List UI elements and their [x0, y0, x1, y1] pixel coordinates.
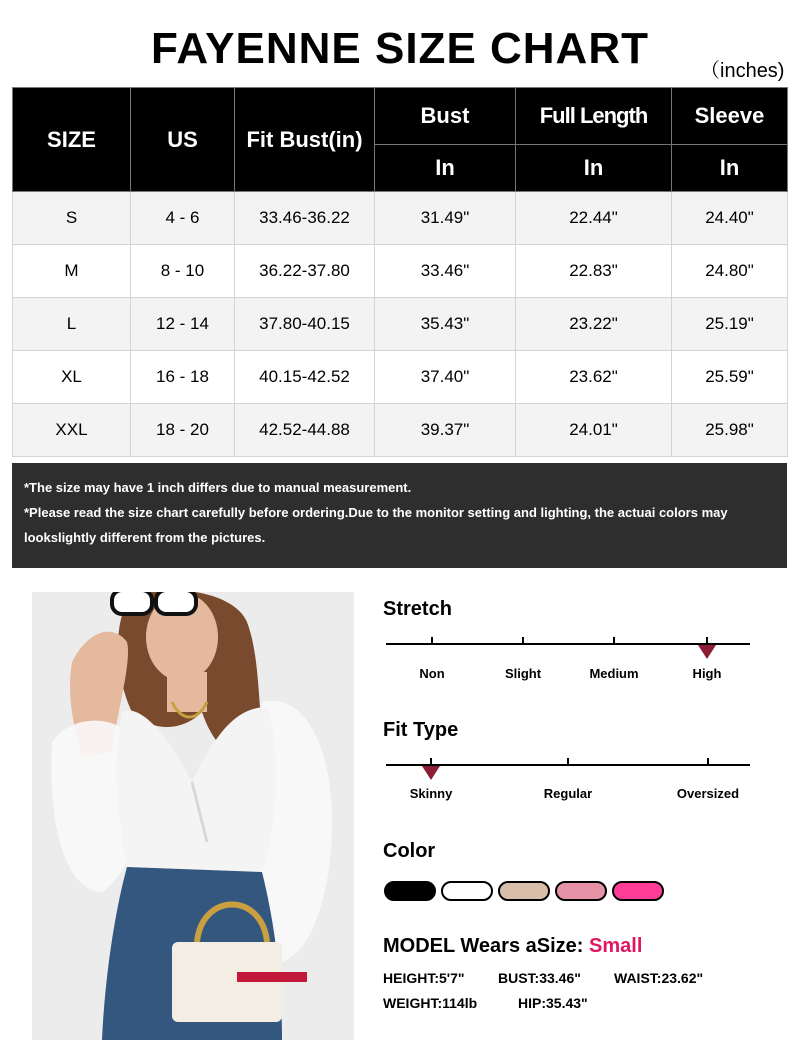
fit-type-selected-marker [422, 766, 440, 780]
note-color: *Please read the size chart carefully before ordering.Due to the monitor setting and lighting, the actuai colors may lookslightly different from the pictures. [24, 505, 728, 545]
cell-size: XXL [13, 404, 131, 457]
cell-fit-bust: 36.22-37.80 [235, 245, 375, 298]
note-measurement: *The size may have 1 inch differs due to manual measurement. [24, 480, 412, 495]
cell-bust: 31.49" [375, 192, 516, 245]
cell-bust: 39.37" [375, 404, 516, 457]
cell-sleeve: 24.80" [672, 245, 788, 298]
fit-type-option-skinny: Skinny [409, 786, 453, 801]
table-row [13, 245, 788, 298]
cell-full-length: 22.83" [516, 245, 672, 298]
color-swatch[interactable] [441, 881, 493, 901]
stretch-option-high: High [692, 666, 722, 681]
cell-sleeve: 25.98" [672, 404, 788, 457]
cell-sleeve: 25.19" [672, 298, 788, 351]
stretch-option-slight: Slight [504, 666, 542, 681]
table-row [13, 404, 788, 457]
fit-type-tick [707, 758, 709, 764]
header-bust: Bust [375, 88, 516, 145]
header-sleeve: Sleeve [672, 88, 788, 145]
color-swatch[interactable] [498, 881, 550, 901]
table-row [13, 192, 788, 245]
model-waist: WAIST:23.62" [614, 970, 704, 986]
cell-bust: 35.43" [375, 298, 516, 351]
notes-box [12, 463, 787, 568]
stretch-tick [431, 637, 433, 643]
cell-size: M [13, 245, 131, 298]
cell-us: 4 - 6 [131, 192, 235, 245]
table-row [13, 298, 788, 351]
cell-sleeve: 25.59" [672, 351, 788, 404]
fit-type-title: Fit Type [383, 719, 459, 741]
size-table [12, 87, 788, 457]
model-height: HEIGHT:5'7" [383, 970, 465, 986]
cell-us: 8 - 10 [131, 245, 235, 298]
cell-us: 12 - 14 [131, 298, 235, 351]
stretch-tick [522, 637, 524, 643]
stretch-tick [706, 637, 708, 643]
cell-us: 18 - 20 [131, 404, 235, 457]
cell-us: 16 - 18 [131, 351, 235, 404]
fit-type-scale [386, 764, 750, 766]
header-full-length: Full Length [516, 88, 672, 145]
stretch-tick [613, 637, 615, 643]
cell-sleeve: 24.40" [672, 192, 788, 245]
cell-fit-bust: 40.15-42.52 [235, 351, 375, 404]
cell-bust: 33.46" [375, 245, 516, 298]
cell-full-length: 24.01" [516, 404, 672, 457]
cell-size: L [13, 298, 131, 351]
color-swatch[interactable] [384, 881, 436, 901]
stretch-scale [386, 643, 750, 645]
table-row [13, 351, 788, 404]
cell-fit-bust: 37.80-40.15 [235, 298, 375, 351]
model-photo [32, 592, 354, 1040]
stretch-selected-marker [698, 645, 716, 659]
model-weight: WEIGHT:114lb [383, 995, 478, 1011]
stretch-option-non: Non [419, 666, 445, 681]
cell-fit-bust: 33.46-36.22 [235, 192, 375, 245]
cell-fit-bust: 42.52-44.88 [235, 404, 375, 457]
header-us: US [131, 88, 235, 192]
header-bust-unit: In [375, 145, 516, 192]
model-hip: HIP:35.43" [518, 995, 588, 1011]
cell-full-length: 23.62" [516, 351, 672, 404]
model-size-title [383, 935, 642, 958]
header-fit-bust: Fit Bust(in) [235, 88, 375, 192]
unit-note: （inches) [700, 60, 785, 82]
stretch-option-medium: Medium [589, 666, 639, 681]
header-sleeve-unit: In [672, 145, 788, 192]
cell-full-length: 23.22" [516, 298, 672, 351]
cell-bust: 37.40" [375, 351, 516, 404]
header-length-unit: In [516, 145, 672, 192]
color-swatch[interactable] [612, 881, 664, 901]
cell-size: S [13, 192, 131, 245]
fit-type-tick [430, 758, 432, 764]
fit-type-tick [567, 758, 569, 764]
model-size-value: Small [589, 935, 643, 957]
fit-type-option-oversized: Oversized [676, 786, 740, 801]
model-bust: BUST:33.46" [498, 970, 581, 986]
color-swatch[interactable] [555, 881, 607, 901]
fit-type-option-regular: Regular [543, 786, 593, 801]
chart-title: FAYENNE SIZE CHART [150, 24, 649, 73]
cell-full-length: 22.44" [516, 192, 672, 245]
header-size: SIZE [13, 88, 131, 192]
cell-size: XL [13, 351, 131, 404]
model-size-label: MODEL Wears aSize: [383, 935, 584, 957]
color-title: Color [383, 840, 436, 862]
stretch-title: Stretch [383, 598, 452, 620]
